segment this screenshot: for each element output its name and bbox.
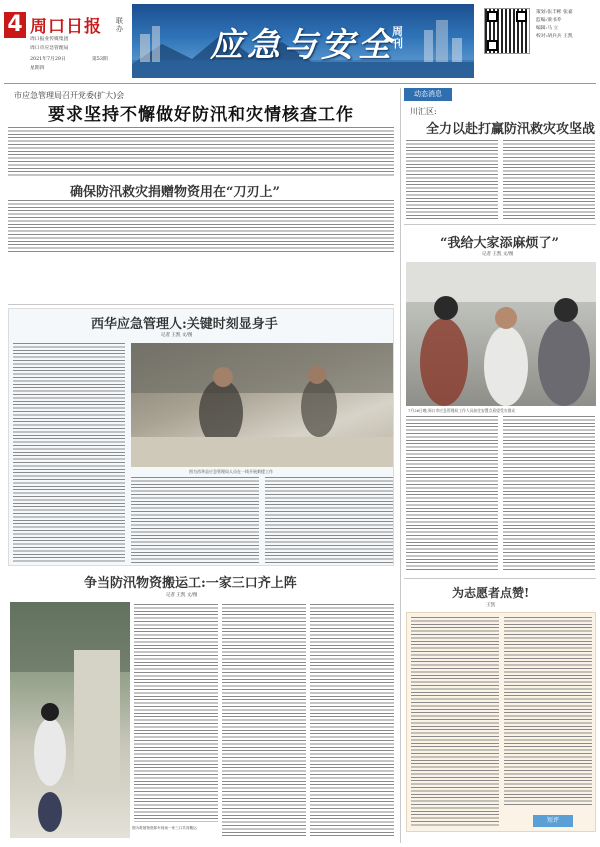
column-rule [400,88,401,843]
story2-text-col [222,604,306,836]
credits-block [536,9,598,41]
lead-article-text [8,127,327,131]
joint-label: 联办 [116,17,123,33]
issue-number: 第53期 [92,57,108,62]
credit-line: 策划:张丰彬 张嘉 [536,10,573,15]
divider [8,304,394,305]
right-photo-caption: 7月26日晚,周口市应急管理局工作人员前往安置点看望受灾群众 [408,408,516,413]
right-headline-2: “我给大家添麻烦了” [440,236,559,251]
volunteer-box [406,612,596,832]
left-kicker: 市应急管理局召开党委(扩大)会 [14,91,125,100]
right-article-2-body [406,416,498,572]
story1-title: 西华应急管理人:关键时刻显身手 [91,317,278,332]
divider [404,578,596,579]
story2-byline: 记者 王凯 文/图 [166,593,198,598]
sub-article-text [8,200,287,204]
commentary-tag-label: 短评 [546,817,559,824]
section-tab [404,88,452,101]
story1-photo [131,343,393,467]
issue-weekday: 星期四 [30,66,45,71]
left-headline: 要求坚持不懈做好防汛和灾情核查工作 [48,105,354,125]
right-article-2-body [503,416,595,572]
right-article-3-body [504,617,592,807]
publisher-line-2: 周口市应急管理局 [30,46,69,51]
issue-date: 2021年7月29日 [30,57,66,62]
right-article-2-text [406,416,498,429]
right-article-3-body [411,617,499,827]
masthead-rule [4,83,596,84]
banner-title: 应急与安全 [210,25,395,64]
right-photo [406,262,596,406]
page-number: 4 [7,12,23,37]
banner [132,4,474,78]
right-headline-1: 全力以赴打赢防汛救灾攻坚战 [426,122,596,137]
story1-box [8,308,394,566]
divider [404,224,596,225]
right-byline-3: 王凯 [486,603,495,608]
right-article-3-text [411,617,499,630]
credit-line: 监编:梁书乔 [536,18,562,23]
right-dateline: 川汇区: [410,107,437,116]
qr-code-icon [484,8,530,54]
story2-photo [10,602,130,838]
story1-text [13,343,125,356]
banner-tag: 周刊 [392,25,403,50]
story2-text-col [310,604,394,836]
right-headline-3: 为志愿者点赞! [452,586,530,600]
commentary-tag [533,815,573,827]
sub-headline: 确保防汛救灾捐赠物资用在“刀刃上” [70,185,280,200]
page-number-badge [4,12,26,38]
story1-byline: 记者 王凯 文/图 [161,333,193,338]
right-byline-2: 记者 王凯 文/图 [482,252,514,257]
section-tab-label: 动态消息 [414,90,442,98]
credit-line: 编辑:马 立 [536,26,559,31]
story1-photo-caption: 图为西华县应急管理局人员在一线开展救援工作 [189,469,273,474]
publisher-line-1: 周口报业传媒集团 [30,37,69,42]
right-article-1-text [406,140,498,153]
story1-text-col [13,343,125,563]
story2-text-col [134,604,218,822]
story1-text-col [265,477,393,563]
credit-line: 校对:胡兵兵 王凯 [536,34,573,39]
story2-photo-caption: 图为救援物资卸车现场一家三口共同搬运 [132,826,197,830]
lead-article-body [8,127,394,177]
masthead [0,0,600,86]
paper-name: 周口日报 [30,17,102,37]
sub-article-body [8,200,394,252]
right-article-1-body [503,140,595,220]
story2-title: 争当防汛物资搬运工:一家三口齐上阵 [84,576,297,591]
story1-text-col [131,477,259,563]
right-article-1-body [406,140,498,220]
story2-text [134,604,218,617]
